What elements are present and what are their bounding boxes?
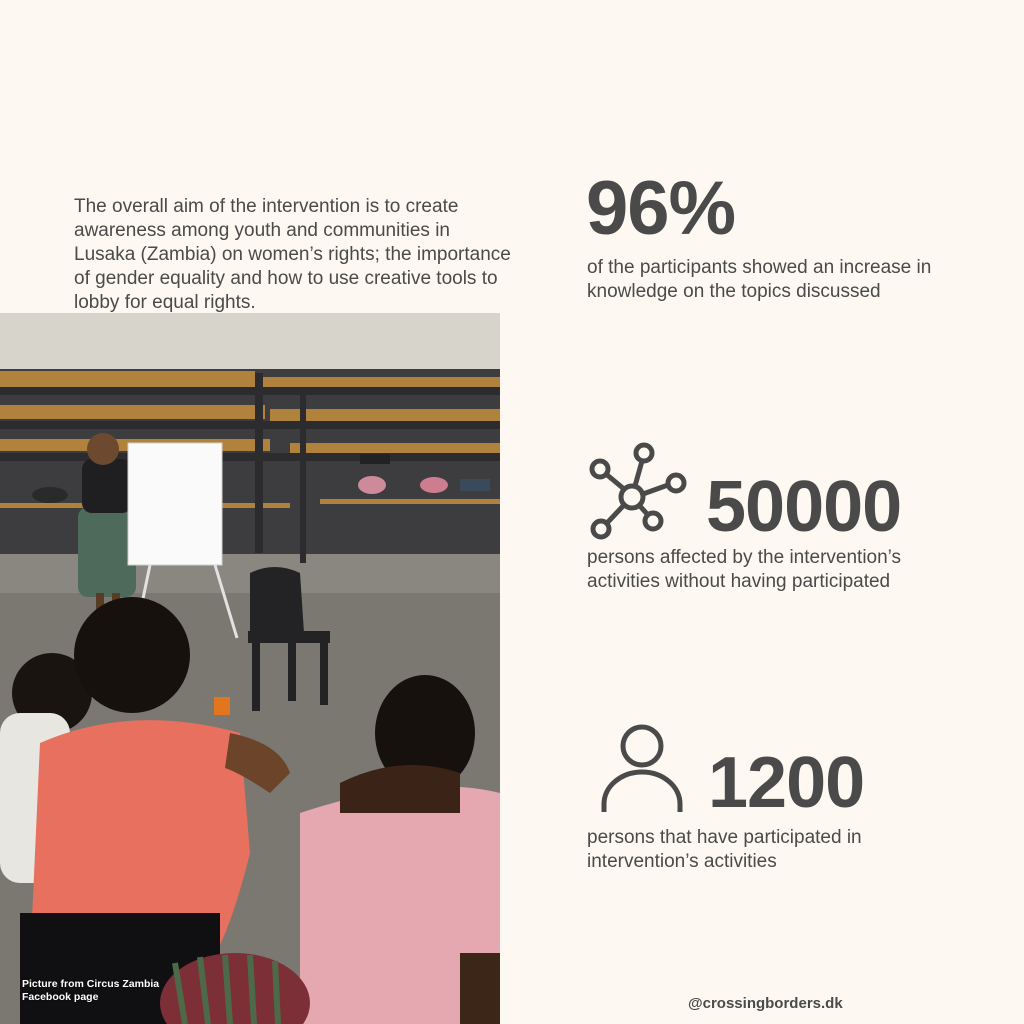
intro-paragraph: The overall aim of the intervention is to create awareness among youth and communities in Lusaka (Zambia) on women’s rights; the importance of gender equality and how to use creative tools to lobby for equal rights. bbox=[74, 196, 511, 313]
stat-affected-value: 50000 bbox=[706, 467, 902, 547]
workshop-photo bbox=[0, 313, 500, 1024]
social-handle: @crossingborders.dk bbox=[688, 995, 843, 1012]
stat-percent-description: of the participants showed an increase in knowledge on the topics discussed bbox=[587, 257, 932, 302]
stat-affected-description: persons affected by the intervention’s activities without having participated bbox=[587, 547, 902, 592]
stat-participants-description: persons that have participated in intervention’s activities bbox=[587, 827, 862, 872]
stat-participants-value: 1200 bbox=[708, 743, 865, 823]
person-icon bbox=[598, 722, 688, 816]
photo-caption: Picture from Circus Zambia Facebook page bbox=[22, 978, 160, 1003]
network-icon bbox=[588, 441, 688, 541]
stat-percent-value: 96% bbox=[586, 166, 736, 251]
